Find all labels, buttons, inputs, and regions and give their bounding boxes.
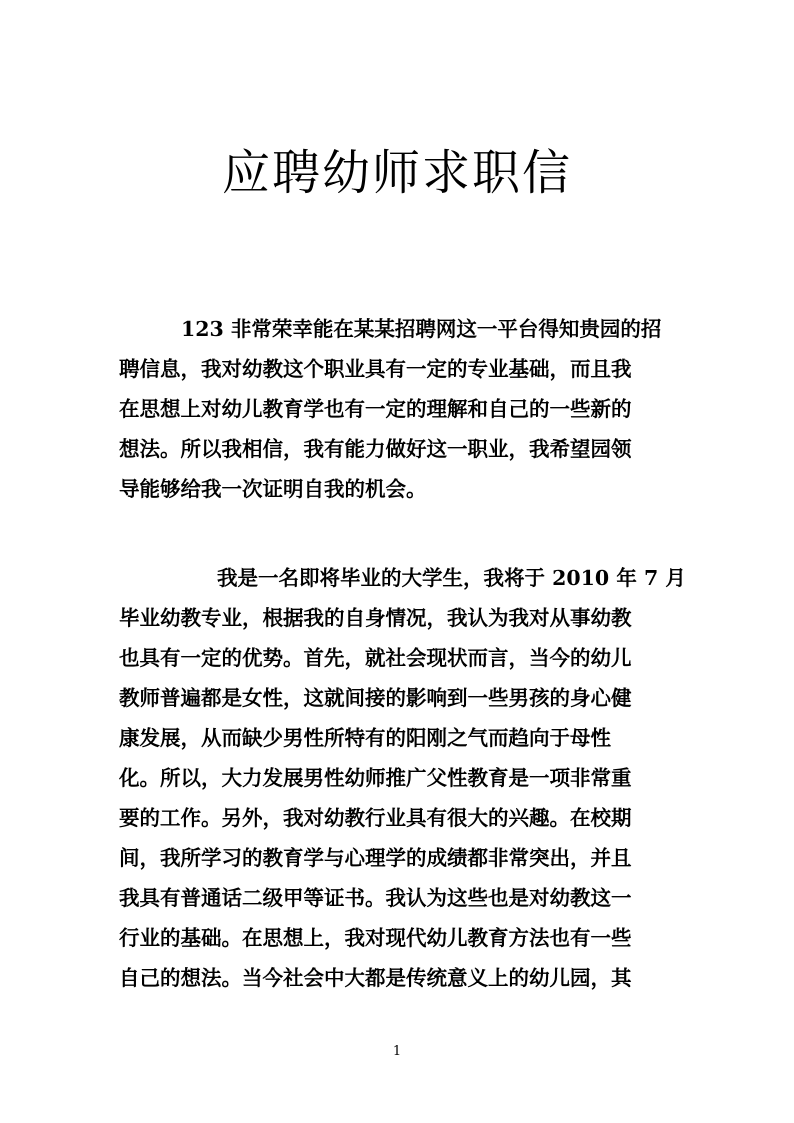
paragraph-intro: [119, 309, 679, 509]
page-number: 1: [392, 1044, 402, 1059]
paragraph-line: 123 非常荣幸能在某某招聘网这一平台得知贵园的招: [181, 317, 662, 341]
paragraph-line: 我具有普通话二级甲等证书。我认为这些也是对幼教这一: [119, 886, 632, 910]
paragraph-line: 在思想上对幼儿教育学也有一定的理解和自己的一些新的: [119, 397, 632, 421]
paragraph-line: 要的工作。另外，我对幼教行业具有很大的兴趣。在校期: [119, 806, 632, 830]
paragraph-line: 自己的想法。当今社会中大都是传统意义上的幼儿园，其: [119, 966, 632, 990]
paragraph-line: 康发展，从而缺少男性所特有的阳刚之气而趋向于母性: [119, 726, 611, 750]
paragraph-line: 化。所以，大力发展男性幼师推广父性教育是一项非常重: [119, 766, 632, 790]
paragraph-line: 想法。所以我相信，我有能力做好这一职业，我希望园领: [119, 437, 632, 461]
paragraph-line: 教师普遍都是女性，这就间接的影响到一些男孩的身心健: [119, 686, 632, 710]
page-title: 应聘幼师求职信: [221, 145, 572, 201]
paragraph-line: 间，我所学习的教育学与心理学的成绩都非常突出，并且: [119, 846, 632, 870]
paragraph-line: 聘信息，我对幼教这个职业具有一定的专业基础，而且我: [119, 357, 632, 381]
paragraph-line: 毕业幼教专业，根据我的自身情况，我认为我对从事幼教: [119, 606, 632, 630]
paragraph-background: [119, 558, 686, 998]
paragraph-line: 行业的基础。在思想上，我对现代幼儿教育方法也有一些: [119, 926, 632, 950]
paragraph-line: 我是一名即将毕业的大学生，我将于 2010 年 7 月: [217, 566, 686, 590]
paragraph-line: 导能够给我一次证明自我的机会。: [119, 477, 427, 501]
paragraph-line: 也具有一定的优势。首先，就社会现状而言，当今的幼儿: [119, 646, 632, 670]
